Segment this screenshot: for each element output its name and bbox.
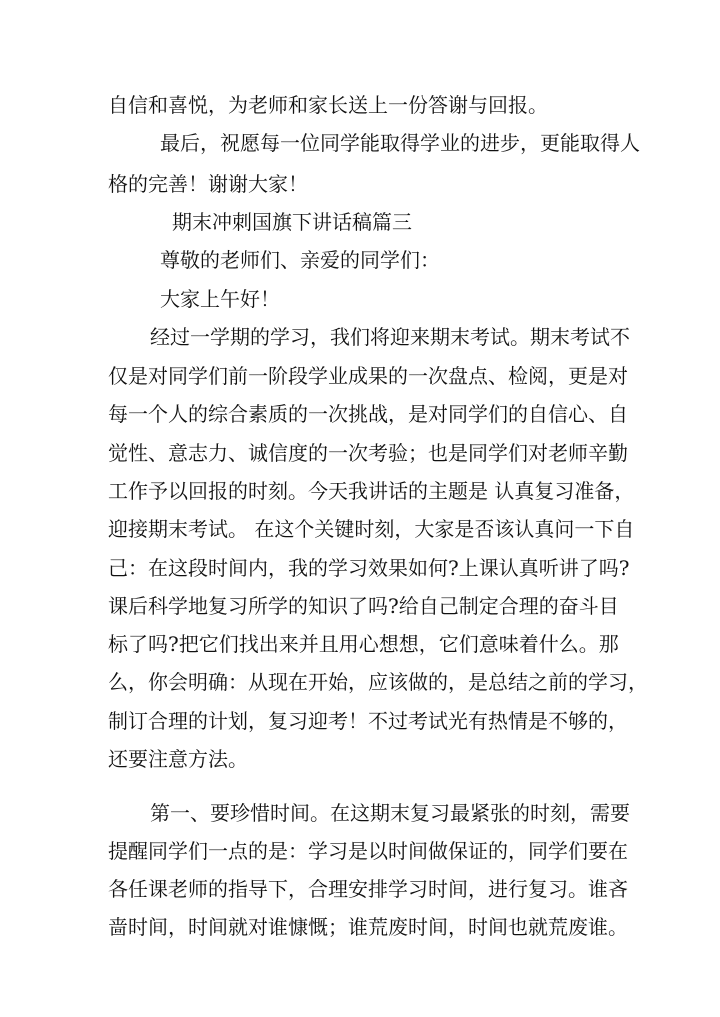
salutation: 尊敬的老师们、亲爱的同学们：	[160, 248, 440, 272]
paragraph-line: 自信和喜悦，为老师和家长送上一份答谢与回报。	[108, 93, 548, 117]
paragraph-line: 么，你会明确：从现在开始，应该做的，是总结之前的学习，	[108, 670, 648, 694]
paragraph-line: 课后科学地复习所学的知识了吗?给自己制定合理的奋斗目	[108, 594, 619, 618]
paragraph-line: 啬时间，时间就对谁慷慨；谁荒废时间，时间也就荒废谁。	[108, 915, 628, 939]
paragraph-line: 标了吗?把它们找出来并且用心想想，它们意味着什么。那	[108, 632, 619, 656]
paragraph-line: 己：在这段时间内，我的学习效果如何?上课认真听讲了吗?	[108, 556, 630, 580]
paragraph-line: 各任课老师的指导下，合理安排学习时间，进行复习。谁吝	[108, 877, 628, 901]
paragraph-line: 仅是对同学们前一阶段学业成果的一次盘点、检阅，更是对	[108, 364, 628, 388]
paragraph-line: 每一个人的综合素质的一次挑战，是对同学们的自信心、自	[108, 402, 628, 426]
paragraph-line: 最后，祝愿每一位同学能取得学业的进步，更能取得人	[160, 131, 640, 155]
greeting: 大家上午好！	[160, 287, 280, 311]
paragraph-line: 制订合理的计划，复习迎考！不过考试光有热情是不够的，	[108, 709, 628, 733]
paragraph-line: 迎接期末考试。 在这个关键时刻，大家是否该认真问一下自	[108, 517, 635, 541]
paragraph-line: 觉性、意志力、诚信度的一次考验；也是同学们对老师辛勤	[108, 441, 628, 465]
paragraph-line: 工作予以回报的时刻。今天我讲话的主题是 认真复习准备，	[108, 479, 635, 503]
paragraph-line: 还要注意方法。	[108, 747, 248, 771]
paragraph-line: 格的完善！谢谢大家！	[108, 172, 308, 196]
paragraph-line: 第一、要珍惜时间。在这期末复习最紧张的时刻，需要	[150, 801, 630, 825]
paragraph-line: 经过一学期的学习，我们将迎来期末考试。期末考试不	[150, 325, 630, 349]
paragraph-line: 提醒同学们一点的是：学习是以时间做保证的，同学们要在	[108, 839, 628, 863]
section-heading: 期末冲刺国旗下讲话稿篇三	[172, 210, 412, 234]
